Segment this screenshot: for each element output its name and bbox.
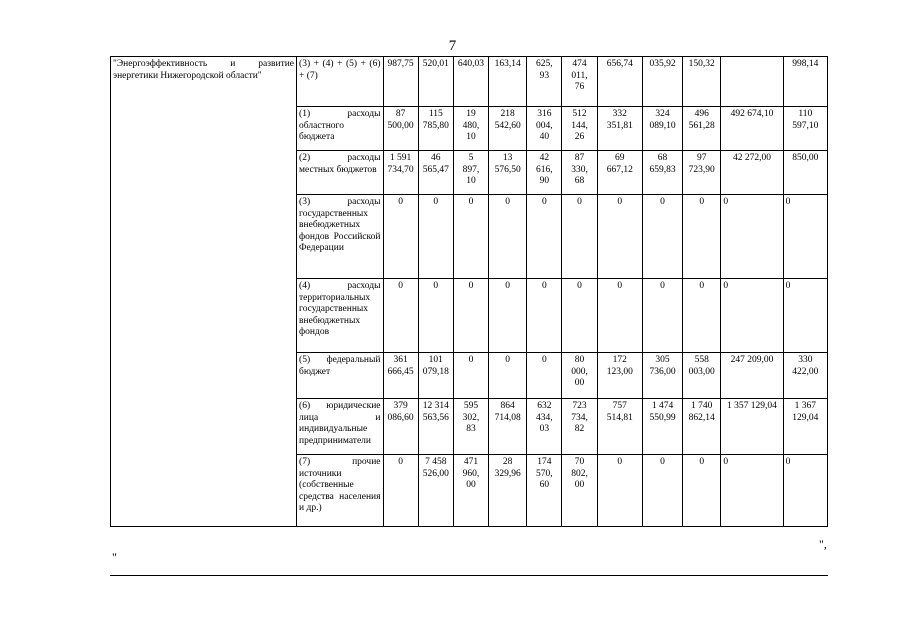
table-body [111, 57, 828, 527]
value-cell: 46 565,47 [418, 151, 453, 195]
value-cell: 757 514,81 [597, 399, 642, 455]
value-cell: 0 [453, 195, 488, 279]
value-cell: 987,75 [383, 57, 418, 107]
value-cell: 12 314 563,56 [418, 399, 453, 455]
value-cell: 474 011, 76 [562, 57, 597, 107]
value-cell: 97 723,90 [683, 151, 721, 195]
value-cell: 80 000, 00 [562, 353, 597, 399]
value-cell: 723 734, 82 [562, 399, 597, 455]
value-cell: 640,03 [453, 57, 488, 107]
funding-source-cell: (3) + (4) + (5) + (6) + (7) [297, 57, 383, 107]
bottom-rule [110, 575, 828, 576]
value-cell: 330 422,00 [783, 353, 827, 399]
value-cell: 361 666,45 [383, 353, 418, 399]
value-cell: 0 [383, 455, 418, 527]
value-cell: 1 591 734,70 [383, 151, 418, 195]
budget-table [110, 56, 828, 527]
value-cell: 87 500,00 [383, 107, 418, 151]
funding-source-cell: (4) расходы территориальных государственных внебюджетных фондов [297, 279, 383, 353]
value-cell: 0 [783, 279, 827, 353]
funding-source-cell: (7) прочие источники (собственные средства населения и др.) [297, 455, 383, 527]
value-cell: 174 570, 60 [527, 455, 562, 527]
value-cell: 0 [683, 195, 721, 279]
value-cell: 316 004, 40 [527, 107, 562, 151]
value-cell: 0 [721, 279, 783, 353]
value-cell: 332 351,81 [597, 107, 642, 151]
value-cell: 42 616, 90 [527, 151, 562, 195]
value-cell: 998,14 [783, 57, 827, 107]
value-cell: 0 [453, 353, 488, 399]
value-cell: 110 597,10 [783, 107, 827, 151]
value-cell: 0 [683, 279, 721, 353]
value-cell: 247 209,00 [721, 353, 783, 399]
value-cell: 0 [383, 279, 418, 353]
opening-quote: " [112, 550, 117, 564]
value-cell: 0 [783, 195, 827, 279]
value-cell: 115 785,80 [418, 107, 453, 151]
value-cell: 0 [597, 279, 642, 353]
value-cell: 0 [527, 279, 562, 353]
value-cell: 0 [562, 195, 597, 279]
value-cell: 69 667,12 [597, 151, 642, 195]
closing-quote: ", [819, 537, 827, 551]
value-cell: 0 [418, 195, 453, 279]
funding-source-cell: (5) федеральный бюджет [297, 353, 383, 399]
value-cell: 0 [527, 195, 562, 279]
value-cell: 0 [562, 279, 597, 353]
value-cell: 035,92 [642, 57, 682, 107]
funding-source-cell: (6) юридические лица и индивидуальные предприниматели [297, 399, 383, 455]
value-cell: 1 474 550,99 [642, 399, 682, 455]
program-title-cell: "Энергоэффективность и развитие энергетики Нижегородской области" [111, 57, 297, 527]
value-cell: 87 330, 68 [562, 151, 597, 195]
funding-source-cell: (1) расходы областного бюджета [297, 107, 383, 151]
funding-source-cell: (3) расходы государственных внебюджетных фондов Российской Федерации [297, 195, 383, 279]
value-cell: 625, 93 [527, 57, 562, 107]
page-number: 7 [448, 38, 457, 54]
value-cell: 218 542,60 [489, 107, 527, 151]
value-cell: 496 561,28 [683, 107, 721, 151]
value-cell: 0 [721, 195, 783, 279]
value-cell: 379 086,60 [383, 399, 418, 455]
value-cell: 19 480, 10 [453, 107, 488, 151]
value-cell: 1 367 129,04 [783, 399, 827, 455]
value-cell: 1 357 129,04 [721, 399, 783, 455]
value-cell: 0 [597, 195, 642, 279]
value-cell: 656,74 [597, 57, 642, 107]
value-cell: 7 458 526,00 [418, 455, 453, 527]
value-cell: 68 659,83 [642, 151, 682, 195]
value-cell: 0 [683, 455, 721, 527]
value-cell: 520,01 [418, 57, 453, 107]
value-cell: 1 740 862,14 [683, 399, 721, 455]
value-cell [721, 57, 783, 107]
value-cell: 512 144, 26 [562, 107, 597, 151]
value-cell: 42 272,00 [721, 151, 783, 195]
value-cell: 13 576,50 [489, 151, 527, 195]
funding-source-cell: (2) расходы местных бюджетов [297, 151, 383, 195]
value-cell: 305 736,00 [642, 353, 682, 399]
value-cell: 595 302, 83 [453, 399, 488, 455]
value-cell: 632 434, 03 [527, 399, 562, 455]
value-cell: 0 [783, 455, 827, 527]
value-cell: 0 [418, 279, 453, 353]
value-cell: 0 [642, 195, 682, 279]
value-cell: 492 674,10 [721, 107, 783, 151]
value-cell: 70 802, 00 [562, 455, 597, 527]
value-cell: 0 [489, 353, 527, 399]
value-cell: 324 089,10 [642, 107, 682, 151]
value-cell: 0 [489, 279, 527, 353]
value-cell: 0 [527, 353, 562, 399]
value-cell: 0 [721, 455, 783, 527]
value-cell: 864 714,08 [489, 399, 527, 455]
value-cell: 0 [453, 279, 488, 353]
value-cell: 150,32 [683, 57, 721, 107]
value-cell: 0 [383, 195, 418, 279]
value-cell: 850,00 [783, 151, 827, 195]
value-cell: 5 897, 10 [453, 151, 488, 195]
value-cell: 163,14 [489, 57, 527, 107]
value-cell: 558 003,00 [683, 353, 721, 399]
value-cell: 0 [597, 455, 642, 527]
value-cell: 0 [642, 455, 682, 527]
value-cell: 0 [489, 195, 527, 279]
value-cell: 172 123,00 [597, 353, 642, 399]
table-row [111, 57, 828, 107]
value-cell: 101 079,18 [418, 353, 453, 399]
value-cell: 471 960, 00 [453, 455, 488, 527]
value-cell: 0 [642, 279, 682, 353]
value-cell: 28 329,96 [489, 455, 527, 527]
